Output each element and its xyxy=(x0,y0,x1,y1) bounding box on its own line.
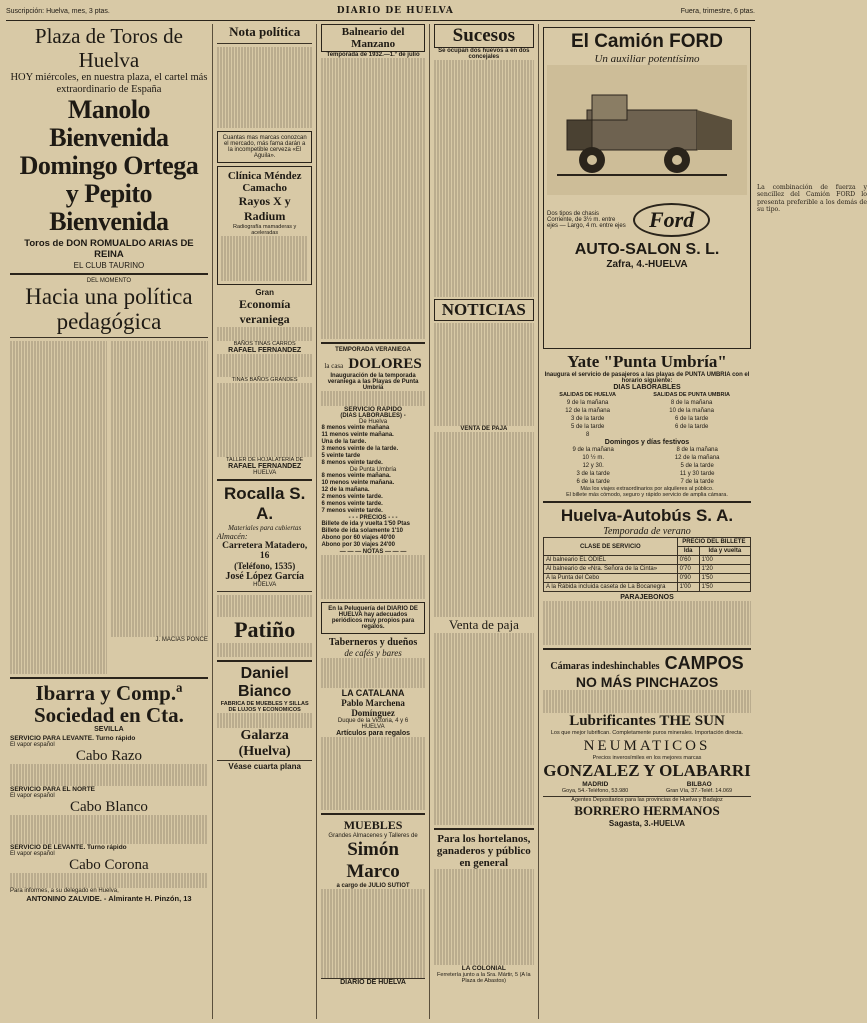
table-cell: 0'70 xyxy=(677,565,699,574)
lubricantes-sub: Los que mejor lubrifican. Completamente puros minerales. Importación directa. xyxy=(550,729,744,736)
yate-ad xyxy=(543,352,751,498)
servicio-rapido: SERVICIO RAPIDO xyxy=(344,405,403,413)
table-cell: 11 y 30 tarde xyxy=(679,471,715,477)
politica-body xyxy=(10,341,208,674)
table-cell: 3 de la tarde xyxy=(576,471,610,477)
lubricantes-title: Lubrificantes THE SUN xyxy=(569,712,725,729)
ship-cabo-razo: Cabo Razo xyxy=(75,747,143,764)
table-cell: 1'00 xyxy=(677,583,699,592)
table-cell: 1'50 xyxy=(699,574,750,583)
rocalla-title: Rocalla S. A. xyxy=(224,483,306,523)
rocalla-city: HUELVA xyxy=(253,581,277,588)
torero-1: Manolo Bienvenida xyxy=(49,95,169,152)
servicio-norte: SERVICIO PARA EL NORTE xyxy=(10,785,95,793)
table-cell: A la Punta del Cebo xyxy=(544,574,678,583)
table-row xyxy=(543,470,751,478)
col-precio-billete: PRECIO DEL BILLETE xyxy=(677,538,750,547)
autobus-title: Huelva-Autobús S. A. xyxy=(560,506,734,525)
balneario-temporada: Temporada de 1932.—1.º de julio xyxy=(326,52,420,58)
yate-domingos: Domingos y días festivos xyxy=(604,439,690,446)
pablo-marchena: Pablo Marchena Domínguez xyxy=(341,697,405,718)
la-colonial: LA COLONIAL xyxy=(461,964,506,972)
section-del-momento: DEL MOMENTO xyxy=(86,278,132,284)
parajebonos-title: PARAJEBONOS xyxy=(620,594,674,601)
de-punta-umbria: De Punta Umbría xyxy=(349,466,397,473)
ibarra-title: Ibarra y Comp.ª Sociedad en Cta. xyxy=(33,680,184,727)
borrero-address: Sagasta, 3.-HUELVA xyxy=(608,818,686,828)
table-row xyxy=(543,423,751,431)
table-cell: 6 de la tarde xyxy=(674,424,709,430)
rocalla-telefono: (Teléfono, 1535) xyxy=(234,560,296,571)
politica-headline: Hacia una política pedagógica xyxy=(25,284,193,334)
noticias-title: NOTICIAS xyxy=(434,299,534,321)
table-row xyxy=(544,565,751,574)
ford-logo: Ford xyxy=(633,203,710,237)
salidas-punta-list xyxy=(321,473,424,515)
rocalla-ad xyxy=(217,484,313,588)
patino-ad-1: Patiño xyxy=(234,616,296,642)
servicio-levante-2: SERVICIO DE LEVANTE. Turno rápido xyxy=(10,844,127,852)
yate-horario-festivos xyxy=(543,446,751,486)
hortelanos-title: Para los hortelanos, ganaderos y público en general xyxy=(436,832,531,869)
radiografia-line: Radiografía mamaderas y aceleradas xyxy=(233,224,297,237)
table-cell: 1'00 xyxy=(699,556,750,565)
table-cell: 9 de la mañana xyxy=(566,400,609,406)
city-bilbao: BILBAO xyxy=(686,780,712,788)
economia-city: HUELVA xyxy=(253,469,277,476)
table-row xyxy=(544,574,751,583)
ibarra-city: SEVILLA xyxy=(94,725,124,733)
table-cell: 5 de la tarde xyxy=(680,463,714,469)
torero-3: y Pepito Bienvenida xyxy=(49,179,169,236)
table-row xyxy=(543,399,751,407)
ford-truck-illustration xyxy=(547,65,747,195)
yate-extra: Más los viajes extraordinarios por alquileres al público. xyxy=(580,486,714,492)
table-cell: 12 de la mañana xyxy=(565,408,610,414)
table-row xyxy=(543,391,751,399)
list-item: 8 menos veinte mañana xyxy=(321,424,390,431)
table-cell: 1'20 xyxy=(699,565,750,574)
nota-politica-title: Nota política xyxy=(229,24,301,39)
list-item: 8 menos veinte mañana. xyxy=(321,472,391,479)
auto-salon: AUTO-SALON S. L. xyxy=(574,241,720,258)
list-item: 7 menos veinte tarde. xyxy=(321,507,383,514)
list-item: 5 veinte tarde xyxy=(321,452,361,459)
daniel-bianco-title: Daniel Bianco xyxy=(237,665,292,701)
list-item: Billete de ida solamente 1'10 xyxy=(321,527,403,534)
precios-title: - - - PRECIOS - - - xyxy=(348,514,398,521)
agent-address: ANTONINO ZALVIDE. - Almirante H. Pinzón, 13 xyxy=(26,894,192,904)
dolores-inauguracion: Inauguración de la temporada veraniega a las Playas de Punta Umbría xyxy=(327,372,419,391)
vapor-label-2: El vapor español xyxy=(10,792,55,799)
almacen-label: Almacén: xyxy=(216,531,248,541)
dolores-title: DOLORES xyxy=(348,355,422,372)
toros-line: Toros de DON ROMUALDO ARIAS DE REINA xyxy=(24,238,194,260)
address-bilbao: Gran Vía, 37.-Teléf. 14.069 xyxy=(666,787,733,794)
campos-ad xyxy=(543,653,751,827)
ford-chasis-types: Dos tipos de chasis Corriente, de 3½ m. entre ejes — Largo, 4 m. entre ejes xyxy=(547,211,626,229)
campos-title: CAMPOS xyxy=(664,653,744,674)
list-item: 8 menos veinte tarde. xyxy=(321,459,383,466)
autobus-ad xyxy=(543,506,751,645)
ship-cabo-blanco: Cabo Blanco xyxy=(69,798,148,815)
col-clase-servicio: CLASE DE SERVICIO xyxy=(544,538,678,556)
ford-description: La combinación de fuerza y sencillez del Camión FORD lo presenta preferible a los demás de su tipo. xyxy=(757,184,867,214)
table-row xyxy=(543,462,751,470)
table-cell: 8 de la mañana xyxy=(676,447,718,453)
table-cell: 6 de la tarde xyxy=(576,479,610,485)
economia-title: Economía veraniega xyxy=(238,296,291,326)
table-cell: 9 de la mañana xyxy=(572,447,614,453)
cafes-bares: de cafés y bares xyxy=(344,647,402,658)
column-1 xyxy=(6,24,213,1019)
dolores-ad xyxy=(321,347,424,599)
list-item: 3 menos veinte de la tarde. xyxy=(321,445,399,452)
sucesos-sub: Se ocupan dos huevos a en dos concejales xyxy=(438,48,530,60)
galarza-line: Galarza (Huelva) xyxy=(238,728,291,760)
table-cell: 8 xyxy=(585,432,590,438)
table-row xyxy=(543,407,751,415)
duque-address: Duque de la Victoria, 4 y 6 xyxy=(337,717,409,724)
carretera-address: Carretera Matadero, 16 xyxy=(222,540,308,561)
ford-ad xyxy=(543,27,867,349)
table-row xyxy=(544,538,751,547)
col-salidas-punta: SALIDAS DE PUNTA UMBRIA xyxy=(653,392,730,398)
table-cell: 1'50 xyxy=(699,583,750,592)
fabrica-muebles: FABRICA DE MUEBLES Y SILLAS DE LUJOS Y ECONOMICOS xyxy=(220,701,309,714)
table-cell: 3 de la tarde xyxy=(570,416,605,422)
cerveza-aguila-ad: Cuantas mas marcas conozcan el mercado, más fama darán a la incompetible cerveza «El Aguila». xyxy=(217,131,313,163)
column-3 xyxy=(317,24,429,1019)
table-cell: 5 de la tarde xyxy=(570,424,605,430)
table-cell: A la Rábida incluida caseta de La Bocanegra xyxy=(544,583,678,592)
simon-marco-sub: a cargo de JULIO SUTIOT xyxy=(336,883,410,890)
subscription-local: Suscripción: Huelva, mes, 3 ptas. xyxy=(6,7,110,15)
plaza-title: Plaza de Toros de Huelva xyxy=(34,24,183,72)
yate-dias-laborables: DIAS LABORABLES xyxy=(613,384,681,391)
list-item: 2 menos veinte tarde. xyxy=(321,493,383,500)
table-cell: 0'90 xyxy=(677,574,699,583)
gran-label: Gran xyxy=(255,287,274,297)
economia-ad xyxy=(217,288,313,476)
table-cell: 0'60 xyxy=(677,556,699,565)
table-cell: 12 y 30. xyxy=(582,463,604,469)
club-taurino: EL CLUB TAURINO xyxy=(73,261,145,270)
table-cell: Al balneario de «Nra. Señora de la Cinta» xyxy=(544,565,678,574)
table-row xyxy=(543,478,751,486)
daniel-bianco-ad xyxy=(217,665,313,771)
table-row xyxy=(544,583,751,592)
neumaticos-sub: Precios inverosímiles en los mejores marcas xyxy=(592,754,702,761)
banos-grandes: TINAS BAÑOS GRANDES xyxy=(231,376,298,383)
masthead xyxy=(6,4,755,21)
colonial-ad xyxy=(434,833,534,984)
address-madrid: Goya, 54.-Teléfono, 53.980 xyxy=(561,787,629,794)
vapor-label-1: El vapor español xyxy=(10,741,55,748)
list-item: 12 de la mañana. xyxy=(321,486,370,493)
col-ida-vuelta: Ida y vuelta xyxy=(699,547,750,556)
borrero-hermanos: BORRERO HERMANOS xyxy=(574,802,720,818)
venta-de-paja-title: Venta de paja xyxy=(448,616,519,632)
simon-marco-ad xyxy=(321,818,424,986)
no-mas-pinchazos: NO MÁS PINCHAZOS xyxy=(575,674,719,691)
gonzalez-olabarri: GONZALEZ Y OLABARRI xyxy=(543,760,751,780)
clinica-title: Clínica Méndez Camacho xyxy=(227,170,302,195)
table-row xyxy=(543,431,751,439)
plaza-today: HOY miércoles, en nuestra plaza, el cartel más extraordinario de España xyxy=(10,72,208,95)
catalana-city: HUELVA xyxy=(361,723,385,730)
table-row xyxy=(543,454,751,462)
city-madrid: MADRID xyxy=(582,780,609,788)
list-item: 6 menos veinte tarde. xyxy=(321,500,383,507)
list-item: Una de la tarde. xyxy=(321,438,367,445)
col-salidas-huelva: SALIDAS DE HUELVA xyxy=(559,392,616,398)
rafael-fernandez: RAFAEL FERNANDEZ xyxy=(228,347,302,355)
camion-ford-sub: Un auxiliar potentísimo xyxy=(594,53,700,65)
banos-line: BAÑOS TINAS CARROS xyxy=(233,341,296,348)
vapor-label-3: El vapor español xyxy=(10,851,55,858)
table-cell: 12 de la mañana xyxy=(674,455,720,461)
list-item: Billete de ida y vuelta 1'50 Ptas xyxy=(321,520,410,527)
auto-salon-address: Zafra, 4.-HUELVA xyxy=(606,259,688,270)
col-ida: Ida xyxy=(677,547,699,556)
table-row xyxy=(544,556,751,565)
ferreteria-address: Ferretería junto a la Sra. Mártir, 5 (A la Plaza de Abastos) xyxy=(437,971,531,984)
table-cell: 8 de la mañana xyxy=(670,400,713,406)
yate-horario-laborables xyxy=(543,391,751,439)
list-item: 10 menos veinte mañana. xyxy=(321,479,395,486)
grandes-almacenes: Grandes Almacenes y Talleres de xyxy=(328,833,418,840)
table-cell: 7 de la tarde xyxy=(680,479,714,485)
taberneros-line: Taberneros y dueños xyxy=(328,636,418,648)
article-signature: J. MACIAS PONCE xyxy=(155,636,208,643)
rafael-fernandez-2: RAFAEL FERNANDEZ xyxy=(228,462,302,470)
materiales-line: Materiales para cubiertas xyxy=(228,523,302,532)
table-row xyxy=(543,446,751,454)
sucesos-title: Sucesos xyxy=(434,24,534,48)
yate-inaugura: Inaugura el servicio de pasajeros a las playas de PUNTA UMBRIA con el horario siguiente: xyxy=(544,372,750,384)
autobus-temporada: Temporada de verano xyxy=(603,526,691,537)
simon-marco-title: Simón Marco xyxy=(346,839,400,883)
precios-list xyxy=(321,521,424,549)
camaras-title: Cámaras indeshinchables xyxy=(550,661,660,673)
table-cell: 10 ½ m. xyxy=(582,455,604,461)
balneario-title: Balneario del Manzano xyxy=(321,24,424,52)
newspaper-title: DIARIO DE HUELVA xyxy=(336,6,454,16)
informes-line: Para informes, a su delegado en Huelva, xyxy=(10,888,119,895)
autobus-precios-table xyxy=(543,537,751,592)
list-item: Abono por 30 viajes 24'00 xyxy=(321,541,395,548)
column-5 xyxy=(539,24,867,1019)
torero-2: Domingo Ortega xyxy=(19,151,199,180)
yate-title: Yate "Punta Umbría" xyxy=(567,352,727,371)
peluqueria-note: En la Peluquería del DIARIO DE HUELVA hay adecuados periódicos muy propios para regalos. xyxy=(321,602,424,634)
salidas-huelva-list xyxy=(321,425,424,467)
neumaticos-title: NEUMATICOS xyxy=(583,737,711,754)
table-cell: 10 de la mañana xyxy=(669,408,714,414)
ship-cabo-corona: Cabo Corona xyxy=(69,857,149,874)
la-casa-label: la casa xyxy=(324,361,344,370)
catalana-ad xyxy=(321,637,424,810)
column-2 xyxy=(213,24,318,1019)
servicio-levante: SERVICIO PARA LEVANTE. Turno rápido xyxy=(10,734,136,742)
articulos-regalos: Artículos para regalos xyxy=(336,729,411,737)
camion-ford-title: El Camión FORD xyxy=(570,31,723,52)
table-cell xyxy=(632,431,751,439)
list-item: Abono por 60 viajes 40'00 xyxy=(321,534,395,541)
taller-hojalateria: TALLER DE HOJALATERIA DE xyxy=(226,456,304,463)
footer-diario: DIARIO DE HUELVA xyxy=(321,978,424,986)
venta-paja-sub: VENTA DE PAJA xyxy=(460,425,508,432)
muebles-title: MUEBLES xyxy=(343,818,403,833)
la-catalana: LA CATALANA xyxy=(341,687,405,698)
table-cell: Al balneario EL ODIEL xyxy=(544,556,678,565)
rayos-radium: Rayos X y Radium xyxy=(238,194,291,224)
list-item: 11 menos veinte mañana. xyxy=(321,431,394,438)
subscription-outside: Fuera, trimestre, 6 ptas. xyxy=(680,7,755,15)
vease-cuarta-plana: Véase cuarta plana xyxy=(217,760,313,771)
de-huelva: De Huelva xyxy=(359,418,388,425)
jose-lopez-garcia: José López García xyxy=(225,570,305,582)
yate-billete-info: El billete más cómodo, seguro y rápido servicio de amplia cámara. xyxy=(566,492,728,498)
clinica-ad xyxy=(217,166,313,284)
temporada-veraniega: TEMPORADA VERANIEGA xyxy=(335,346,411,353)
ibarra-ad xyxy=(10,682,208,904)
table-row xyxy=(543,415,751,423)
dias-laborables: (DIAS LABORABLES) - xyxy=(340,412,406,419)
agentes-line: Agentes Depositarios para las provincias de Huelva y Badajoz xyxy=(543,796,751,803)
notas-title: — — — NOTAS — — — xyxy=(339,548,407,555)
column-4 xyxy=(430,24,539,1019)
bullfight-ad xyxy=(10,24,208,270)
table-cell: 6 de la tarde xyxy=(674,416,709,422)
